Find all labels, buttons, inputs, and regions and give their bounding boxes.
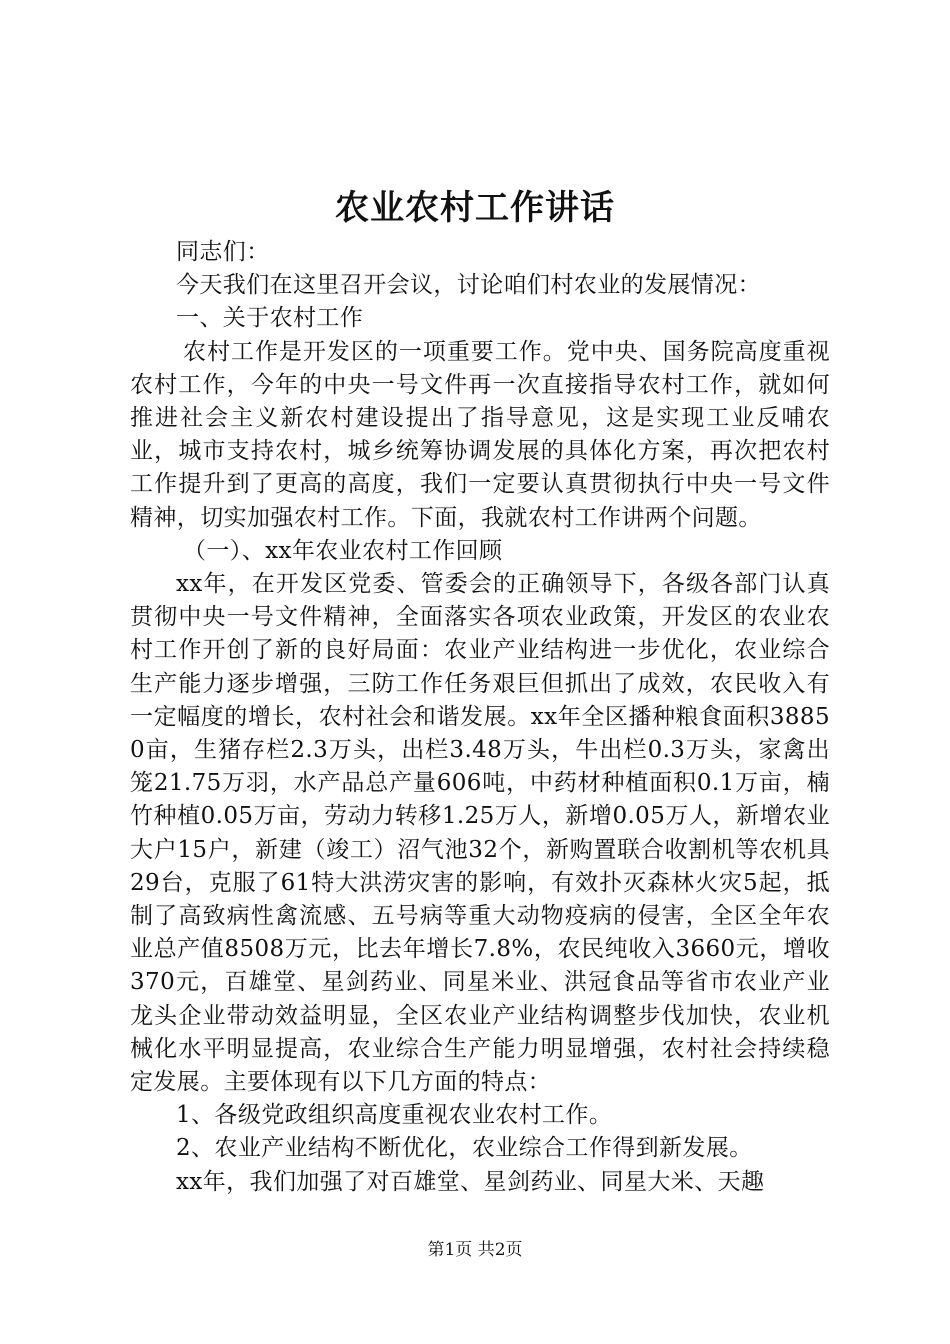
page-footer: 第1页 共2页	[427, 1240, 523, 1260]
list-item: 1、各级党政组织高度重视农业农村工作。	[176, 1102, 613, 1129]
body-paragraph: xx年，在开发区党委、管委会的正确领导下，各级各部门认真贯彻中央一号文件精神，全面落实各项农业政策，开发区的农业农村工作开创了新的良好局面：农业产业结构进一步优化，农业综合生产能力逐步增强，三防工作任务艰巨但抓出了成效，农民收入有一定幅度的增长，农村社会和谐发展。xx年全区播种粮食面积38850亩，生猪存栏2.3万头，出栏3.48万头，牛出栏0.3万头，家禽出笼21.75万羽，水产品总产量606吨，中药材种植面积0.1万亩，楠竹种植0.05万亩，劳动力转移1.25万人，新增0.05万人，新增农业大户15户，新建（竣工）沼气池32个，新购置联合收割机等农机具29台，克服了61特大洪涝灾害的影响，有效扑灭森林火灾5起，抵制了高致病性禽流感、五号病等重大动物疫病的侵害，全区全年农业总产值8508万元，比去年增长7.8%，农民纯收入3660元，增收370元，百雄堂、星剑药业、同星米业、洪冠食品等省市农业产业龙头企业带动效益明显，全区农业产业结构调整步伐加快，农业机械化水平明显提高，农业综合生产能力明显增强，农村社会持续稳定发展。主要体现有以下几方面的特点：	[130, 571, 830, 1096]
section-heading-1: 一、关于农村工作	[176, 305, 364, 332]
opening-paragraph: 今天我们在这里召开会议，讨论咱们村农业的发展情况：	[176, 272, 761, 299]
salutation: 同志们：	[176, 239, 270, 265]
subsection-heading-1: （一）、xx年农业农村工作回顾	[183, 537, 503, 564]
body-paragraph: xx年，我们加强了对百雄堂、星剑药业、同星大米、天趣	[176, 1168, 765, 1195]
document-body	[130, 236, 830, 1199]
list-item: 2、农业产业结构不断优化，农业综合工作得到新发展。	[176, 1135, 753, 1162]
document-title: 农业农村工作讲话	[335, 188, 615, 228]
body-paragraph: 农村工作是开发区的一项重要工作。党中央、国务院高度重视农村工作，今年的中央一号文件再一次直接指导农村工作，就如何推进社会主义新农村建设提出了指导意见，这是实现工业反哺农业，城市支持农村，城乡统筹协调发展的具体化方案，再次把农村工作提升到了更高的高度，我们一定要认真贯彻执行中央一号文件精神，切实加强农村工作。下面，我就农村工作讲两个问题。	[130, 338, 830, 531]
